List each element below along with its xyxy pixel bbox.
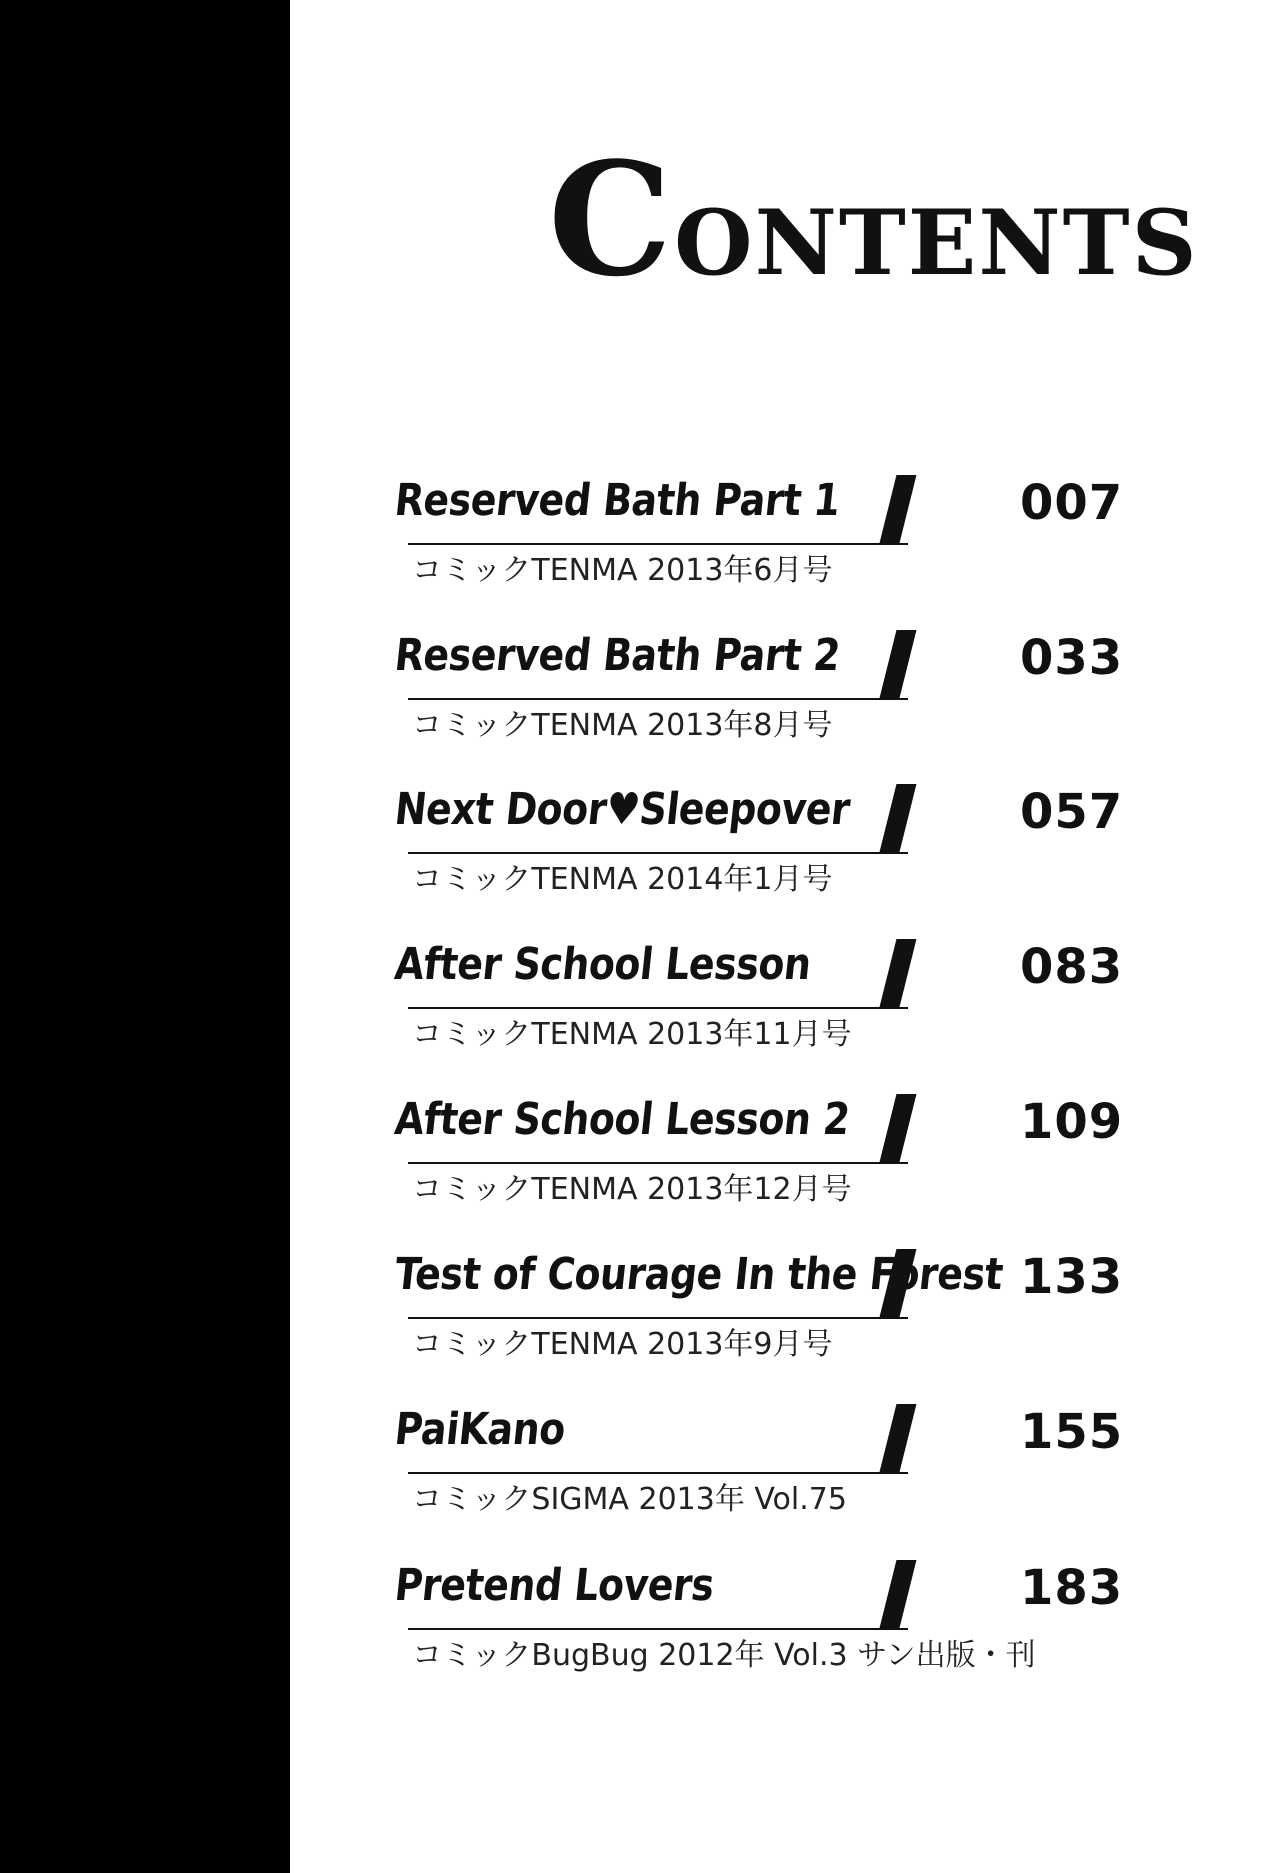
slash-mark <box>880 475 917 543</box>
source-credit: コミックTENMA 2013年8月号 <box>412 708 833 743</box>
page-number: 109 <box>1020 1094 1124 1150</box>
toc-entry[interactable] <box>392 1404 1195 1554</box>
slash-mark <box>880 1560 917 1628</box>
story-title: Reserved Bath Part 2 <box>392 630 843 681</box>
source-credit: コミックTENMA 2013年6月号 <box>412 553 833 588</box>
source-credit: コミックBugBug 2012年 Vol.3 サン出版・刊 <box>412 1638 1036 1673</box>
page-number: 057 <box>1020 784 1124 840</box>
story-title: After School Lesson <box>392 939 814 990</box>
story-title: PaiKano <box>392 1404 568 1455</box>
source-credit: コミックTENMA 2013年12月号 <box>412 1172 852 1207</box>
story-title: Reserved Bath Part 1 <box>392 475 843 526</box>
page-title-rest: ONTENTS <box>674 190 1199 296</box>
page-number: 183 <box>1020 1560 1124 1616</box>
toc-entry[interactable] <box>392 1249 1195 1399</box>
story-title: After School Lesson 2 <box>392 1094 853 1145</box>
slash-mark <box>880 939 917 1007</box>
toc-entry[interactable] <box>392 1560 1195 1710</box>
toc-entry[interactable] <box>392 1094 1195 1244</box>
page-number: 133 <box>1020 1249 1124 1305</box>
page-title <box>548 128 1199 311</box>
story-title: Next Door♥Sleepover <box>392 784 853 835</box>
slash-mark <box>880 630 917 698</box>
page-number: 007 <box>1020 475 1124 531</box>
story-title: Test of Courage In the Forest <box>392 1249 1006 1300</box>
toc-entry[interactable] <box>392 630 1195 780</box>
slash-mark <box>880 1404 917 1472</box>
source-credit: コミックTENMA 2013年9月号 <box>412 1327 833 1362</box>
page-number: 033 <box>1020 630 1124 686</box>
toc-entry[interactable] <box>392 475 1195 625</box>
story-title: Pretend Lovers <box>392 1560 717 1611</box>
source-credit: コミックTENMA 2013年11月号 <box>412 1017 852 1052</box>
slash-mark <box>880 1094 917 1162</box>
source-credit: コミックSIGMA 2013年 Vol.75 <box>412 1482 847 1517</box>
toc-entry[interactable] <box>392 939 1195 1089</box>
page-number: 083 <box>1020 939 1124 995</box>
left-black-margin <box>0 0 290 1873</box>
source-credit: コミックTENMA 2014年1月号 <box>412 862 833 897</box>
toc-entry[interactable] <box>392 784 1195 934</box>
page-title-initial: C <box>548 128 675 311</box>
page-number: 155 <box>1020 1404 1124 1460</box>
slash-mark <box>880 784 917 852</box>
